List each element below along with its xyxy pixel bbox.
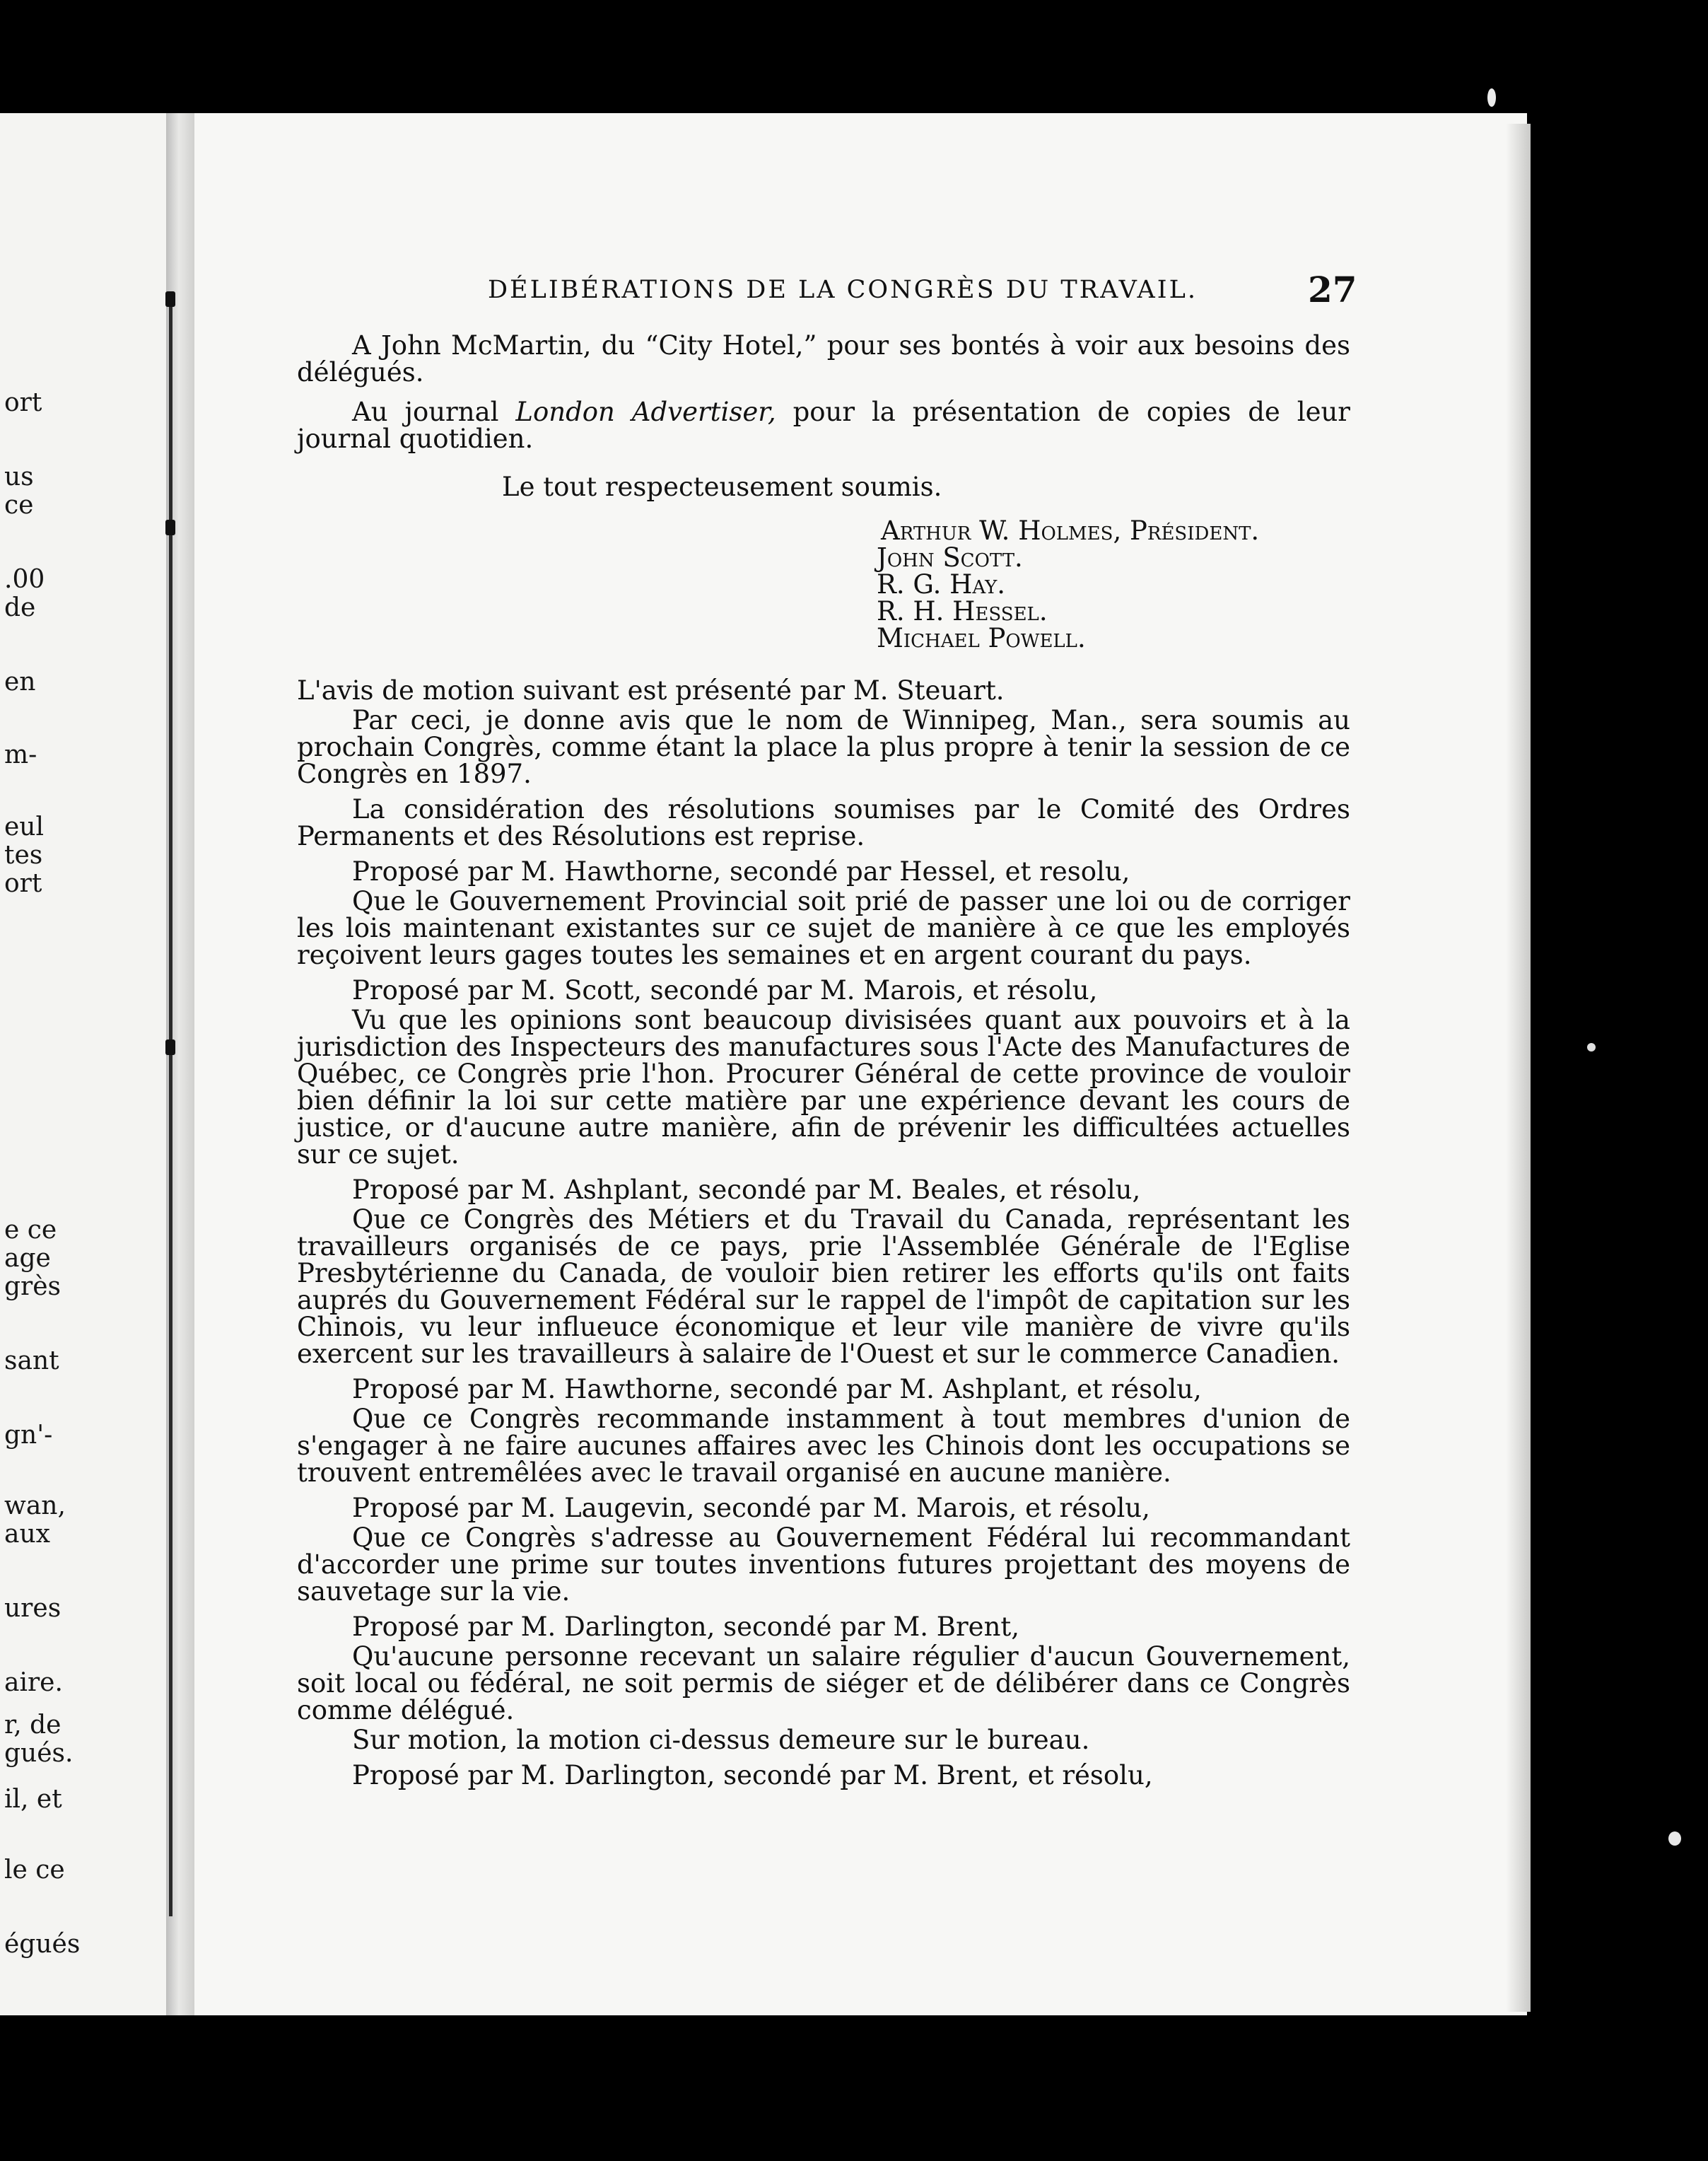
left-fragment: tes	[4, 841, 43, 870]
motion-heading: Proposé par M. Scott, secondé par M. Marois, et résolu,	[352, 975, 1098, 1006]
left-fragment: age	[4, 1244, 51, 1273]
binding-thread	[169, 297, 172, 1916]
left-fragment: wan,	[4, 1491, 66, 1520]
left-fragment: grès	[4, 1272, 62, 1301]
left-fragment: ures	[4, 1594, 62, 1623]
left-fragment: égués	[4, 1930, 81, 1959]
left-fragment: gués.	[4, 1739, 74, 1768]
page-body	[297, 332, 1350, 1798]
left-fragment: aire.	[4, 1668, 63, 1697]
paragraph: La considération des résolutions soumises par le Comité des Ordres Permanents et des Résolutions est reprise.	[297, 794, 1350, 851]
left-fragment: r, de	[4, 1711, 62, 1740]
signature-block	[877, 518, 1350, 652]
paragraph: Par ceci, je donne avis que le nom de Winnipeg, Man., sera soumis au prochain Congrès, comme étant la place la plus propre à tenir la session de ce Congrès en 1897.	[297, 705, 1350, 789]
text-run: pour la présentation de copies de leur journal quotidien.	[297, 397, 1350, 454]
left-fragment: gn'-	[4, 1421, 53, 1450]
signature: Michael Powell.	[877, 623, 1086, 653]
scan-speck	[1487, 88, 1496, 107]
left-fragment: en	[4, 668, 36, 697]
left-fragment: e ce	[4, 1216, 57, 1245]
paragraph: Sur motion, la motion ci-dessus demeure sur le bureau.	[352, 1725, 1090, 1755]
resolution-text: Qu'aucune personne recevant un salaire régulier d'aucun Gouvernement, soit local ou fédéral, ne soit permis de siéger et de délibérer dans ce Congrès comme délégué.	[297, 1641, 1350, 1725]
motion-heading: Proposé par M. Ashplant, secondé par M. Beales, et résolu,	[352, 1175, 1141, 1205]
paragraph	[297, 399, 1350, 453]
left-fragment: ce	[4, 491, 34, 520]
left-fragment: le ce	[4, 1856, 65, 1885]
left-fragment: eul	[4, 812, 45, 841]
resolution-text: Que le Gouvernement Provincial soit prié de passer une loi ou de corriger les lois maintenant existantes sur ce sujet de manière à ce que les employés reçoivent leurs gages toutes les semaines et en argent courant du pays.	[297, 886, 1350, 970]
signature: R. H. Hessel.	[877, 596, 1048, 627]
paragraph: L'avis de motion suivant est présenté par M. Steuart.	[297, 675, 1005, 706]
motion-heading: Proposé par M. Darlington, secondé par M. Brent,	[352, 1612, 1020, 1642]
left-fragment: il, et	[4, 1785, 62, 1814]
motion-heading: Proposé par M. Hawthorne, secondé par M. Ashplant, et résolu,	[352, 1374, 1202, 1404]
paragraph: A John McMartin, du “City Hotel,” pour ses bontés à voir aux besoins des délégués.	[297, 330, 1350, 388]
signature: Arthur W. Holmes, Président.	[881, 516, 1260, 546]
left-fragment: .00	[4, 565, 45, 594]
left-fragment: de	[4, 593, 36, 622]
resolution-text: Que ce Congrès des Métiers et du Travail du Canada, représentant les travailleurs organisés de ce pays, prie l'Assemblée Générale de l'Eglise Presbytérienne du Canada, de vouloir bien retirer les efforts qu'ils ont faits auprés du Gouvernement Fédéral sur le rappel de l'impôt de capitation sur les Chinois, vu leur influeuce économique et leur vile manière de vivre qu'ils exercent sur les travailleurs à salaire de l'Ouest et sur le commerce Canadien.	[297, 1204, 1350, 1369]
page-edge-shadow	[1506, 124, 1531, 2012]
newspaper-title: London Advertiser,	[515, 397, 776, 427]
signature: R. G. Hay.	[877, 569, 1006, 600]
left-fragment: sant	[4, 1346, 59, 1375]
binding-stitch	[165, 291, 175, 307]
left-fragment: ort	[4, 869, 42, 898]
resolution-text: Que ce Congrès recommande instamment à tout membres d'union de s'engager à ne faire aucunes affaires avec les Chinois dont les occupations se trouvent entremêlées avec le travail organisé en aucune manière.	[297, 1404, 1350, 1488]
left-fragment: us	[4, 462, 34, 491]
running-header: DÉLIBÉRATIONS DE LA CONGRÈS DU TRAVAIL.	[488, 276, 1198, 304]
binding-stitch	[165, 1039, 175, 1055]
signature: John Scott.	[877, 542, 1023, 573]
binding-stitch	[165, 520, 175, 535]
motion-heading: Proposé par M. Darlington, secondé par M. Brent, et résolu,	[352, 1760, 1153, 1790]
left-fragment: aux	[4, 1520, 50, 1549]
motion-heading: Proposé par M. Hawthorne, secondé par Hessel, et resolu,	[352, 856, 1130, 887]
scan-speck	[1668, 1831, 1681, 1846]
motion-heading: Proposé par M. Laugevin, secondé par M. Marois, et résolu,	[352, 1493, 1150, 1523]
resolution-text: Vu que les opinions sont beaucoup divisisées quant aux pouvoirs et à la jurisdiction des Inspecteurs des manufactures sous l'Acte des Manufactures de Québec, ce Congrès prie l'hon. Procurer Général de cette province de vouloir bien définir la loi sur cette matière par une expérience devant les cours de justice, or d'aucune autre manière, afin de prévenir les difficultées actuelles sur ce sujet.	[297, 1005, 1350, 1170]
closing-line: Le tout respecteusement soumis.	[502, 472, 942, 502]
text-run: Au journal	[352, 397, 516, 427]
scan-speck	[1587, 1043, 1596, 1052]
left-fragment: ort	[4, 388, 42, 417]
page-number: 27	[1308, 269, 1357, 310]
left-fragment: m-	[4, 740, 37, 769]
resolution-text: Que ce Congrès s'adresse au Gouvernement Fédéral lui recommandant d'accorder une prime sur toutes inventions futures projettant des moyens de sauvetage sur la vie.	[297, 1522, 1350, 1607]
previous-page-fragment	[0, 113, 166, 2015]
